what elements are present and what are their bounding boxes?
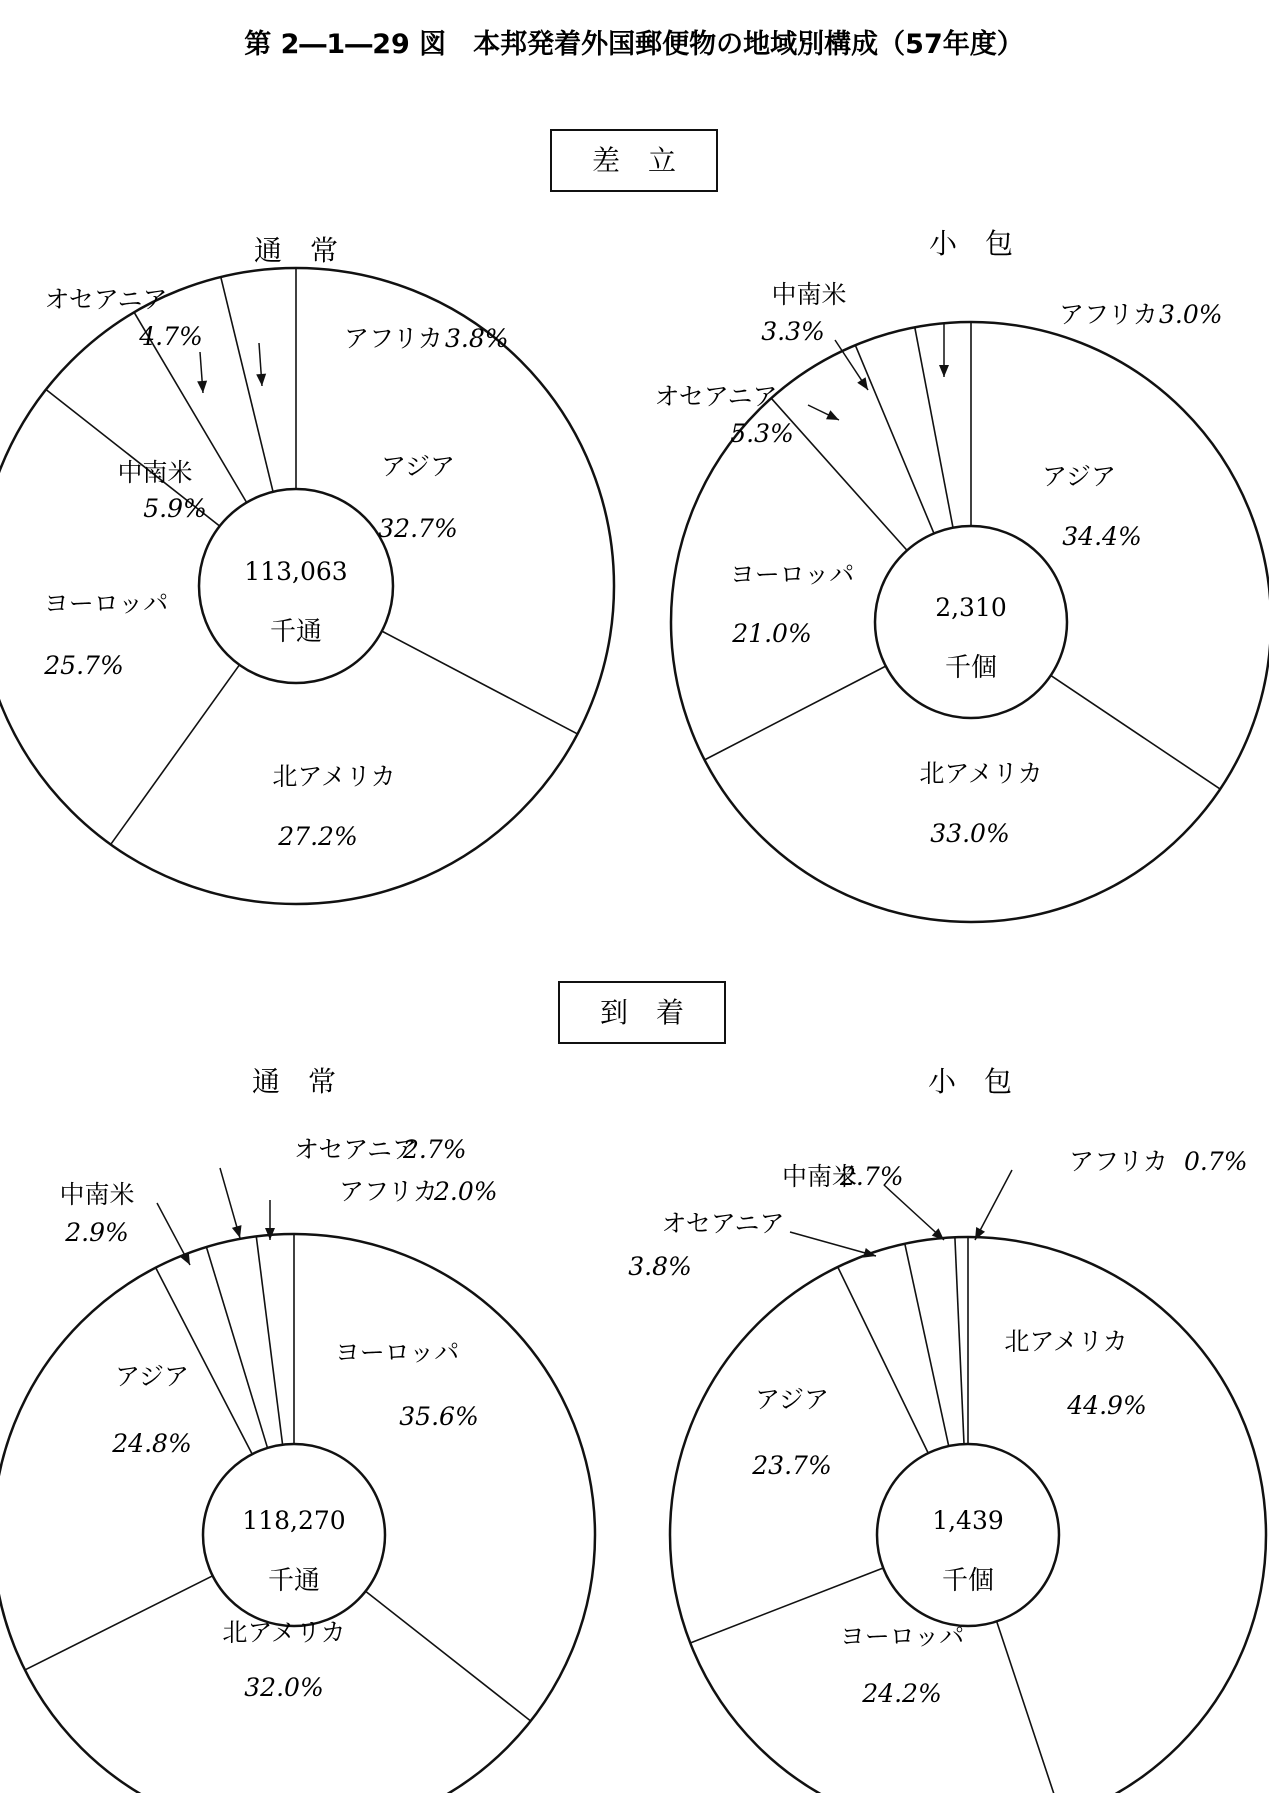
pie-title: 小 包: [927, 1065, 1013, 1098]
pie-slice-percent: 3.8%: [628, 1252, 692, 1281]
pie-slice-percent: 32.7%: [378, 514, 458, 543]
pie-slice-percent: 3.0%: [1159, 300, 1223, 329]
pie-slice-percent: 3.8%: [445, 324, 509, 353]
pie-center-unit: 千通: [269, 617, 323, 647]
pie-slice-boundary: [838, 1267, 928, 1453]
pie-slice-label: アフリカ: [339, 1177, 438, 1206]
pie-slice-label: ヨーロッパ: [43, 589, 169, 618]
pie-slice-percent: 24.2%: [862, 1679, 942, 1708]
leader-line: [884, 1185, 944, 1240]
pie-slice-percent: 32.0%: [244, 1673, 324, 1702]
pie-slice-label: 北アメリカ: [272, 762, 396, 791]
pie-slice-percent: 44.9%: [1067, 1391, 1147, 1420]
pie-slice-percent: 24.8%: [112, 1429, 192, 1458]
pie-center-unit: 千通: [267, 1566, 321, 1596]
pie-slice-label: アジア: [114, 1362, 190, 1391]
pie-inner-ring: [875, 526, 1067, 718]
pie-slice-percent: 2.7%: [403, 1135, 467, 1164]
pie-slice-label: アジア: [754, 1385, 830, 1414]
pie-slice-boundary: [905, 1244, 949, 1446]
pie-slice-percent: 5.9%: [143, 494, 207, 523]
pie-slice-percent: 3.3%: [761, 317, 825, 346]
pie-slice-percent: 2.9%: [65, 1218, 129, 1247]
pie-slice-percent: 34.4%: [1062, 522, 1142, 551]
pie-slice-label: 中南米: [117, 458, 193, 487]
leader-arrowhead: [197, 381, 207, 393]
pie-slice-label: アフリカ: [344, 324, 443, 353]
pie-inner-ring: [877, 1444, 1059, 1626]
pie-slice-boundary: [705, 666, 886, 760]
pie-slice-label: アフリカ: [1069, 1147, 1168, 1176]
pie-center-value: 113,063: [244, 557, 348, 586]
pie-slice-boundary: [256, 1236, 282, 1444]
pie-slice-label: 中南米: [782, 1162, 858, 1191]
pie-slice-label: 北アメリカ: [919, 759, 1043, 788]
section-label-incoming: 到 着: [599, 996, 685, 1029]
pie-slice-percent: 27.2%: [278, 822, 358, 851]
pie-center-value: 118,270: [242, 1506, 346, 1535]
pie-slice-percent: 23.7%: [752, 1451, 832, 1480]
pie-slice-label: ヨーロッパ: [839, 1622, 965, 1651]
pie-slice-label: ヨーロッパ: [729, 560, 855, 589]
pie-slice-boundary: [111, 665, 240, 845]
pie-title: 通 常: [253, 234, 339, 267]
pie-slice-label: 中南米: [771, 280, 847, 309]
pie-slice-boundary: [997, 1621, 1062, 1793]
pie-slice-label: アフリカ: [1059, 300, 1158, 329]
pie-slice-boundary: [221, 277, 273, 492]
pie-slice-label: 北アメリカ: [222, 1618, 346, 1647]
pie-slice-percent: 25.7%: [44, 651, 124, 680]
pie-center-value: 2,310: [935, 593, 1007, 622]
pie-slice-label: オセアニア: [44, 285, 168, 314]
pie-slice-percent: 35.6%: [399, 1402, 479, 1431]
pie-slice-label: オセアニア: [294, 1135, 418, 1164]
pie-chart-3: [0, 1065, 595, 1793]
pie-slice-boundary: [955, 1237, 964, 1444]
pie-chart-2: [654, 227, 1269, 922]
pie-slice-percent: 2.0%: [434, 1177, 498, 1206]
figure-title: 第 2―1―29 図 本邦発着外国郵便物の地域別構成（57年度）: [244, 29, 1024, 60]
pie-inner-ring: [203, 1444, 385, 1626]
leader-arrowhead: [857, 377, 868, 390]
pie-slice-label: ヨーロッパ: [334, 1338, 460, 1367]
pie-slice-label: オセアニア: [661, 1209, 785, 1238]
pie-slice-percent: 4.7%: [139, 322, 203, 351]
pie-slice-percent: 2.7%: [840, 1162, 904, 1191]
pie-center-unit: 千個: [941, 1566, 995, 1596]
pie-chart-4: [628, 1065, 1266, 1793]
pie-slice-percent: 5.3%: [730, 419, 794, 448]
pie-slice-boundary: [206, 1247, 267, 1448]
pie-slice-percent: 33.0%: [930, 819, 1010, 848]
pie-slice-boundary: [156, 1268, 253, 1455]
pie-slice-boundary: [25, 1576, 213, 1670]
pie-slice-label: アジア: [380, 452, 456, 481]
pie-slice-percent: 0.7%: [1184, 1147, 1248, 1176]
pie-slice-label: オセアニア: [654, 382, 778, 411]
pie-inner-ring: [199, 489, 393, 683]
pie-slice-boundary: [915, 327, 953, 527]
leader-line: [790, 1232, 876, 1256]
pie-slice-label: アジア: [1041, 462, 1117, 491]
pie-slice-label: 中南米: [59, 1180, 135, 1209]
pie-slice-label: 北アメリカ: [1004, 1327, 1128, 1356]
pie-title: 小 包: [928, 227, 1014, 260]
leader-arrowhead: [232, 1225, 242, 1238]
pie-slice-percent: 21.0%: [732, 619, 812, 648]
pie-chart-1: [0, 234, 614, 904]
pie-center-unit: 千個: [944, 653, 998, 683]
pie-slice-boundary: [366, 1591, 531, 1721]
section-label-outgoing: 差 立: [591, 144, 677, 177]
leader-arrowhead: [256, 374, 266, 386]
pie-slice-boundary: [1051, 675, 1220, 789]
leader-arrowhead: [939, 365, 949, 377]
pie-center-value: 1,439: [932, 1506, 1004, 1535]
pie-title: 通 常: [251, 1065, 337, 1098]
pie-slice-boundary: [382, 631, 578, 734]
